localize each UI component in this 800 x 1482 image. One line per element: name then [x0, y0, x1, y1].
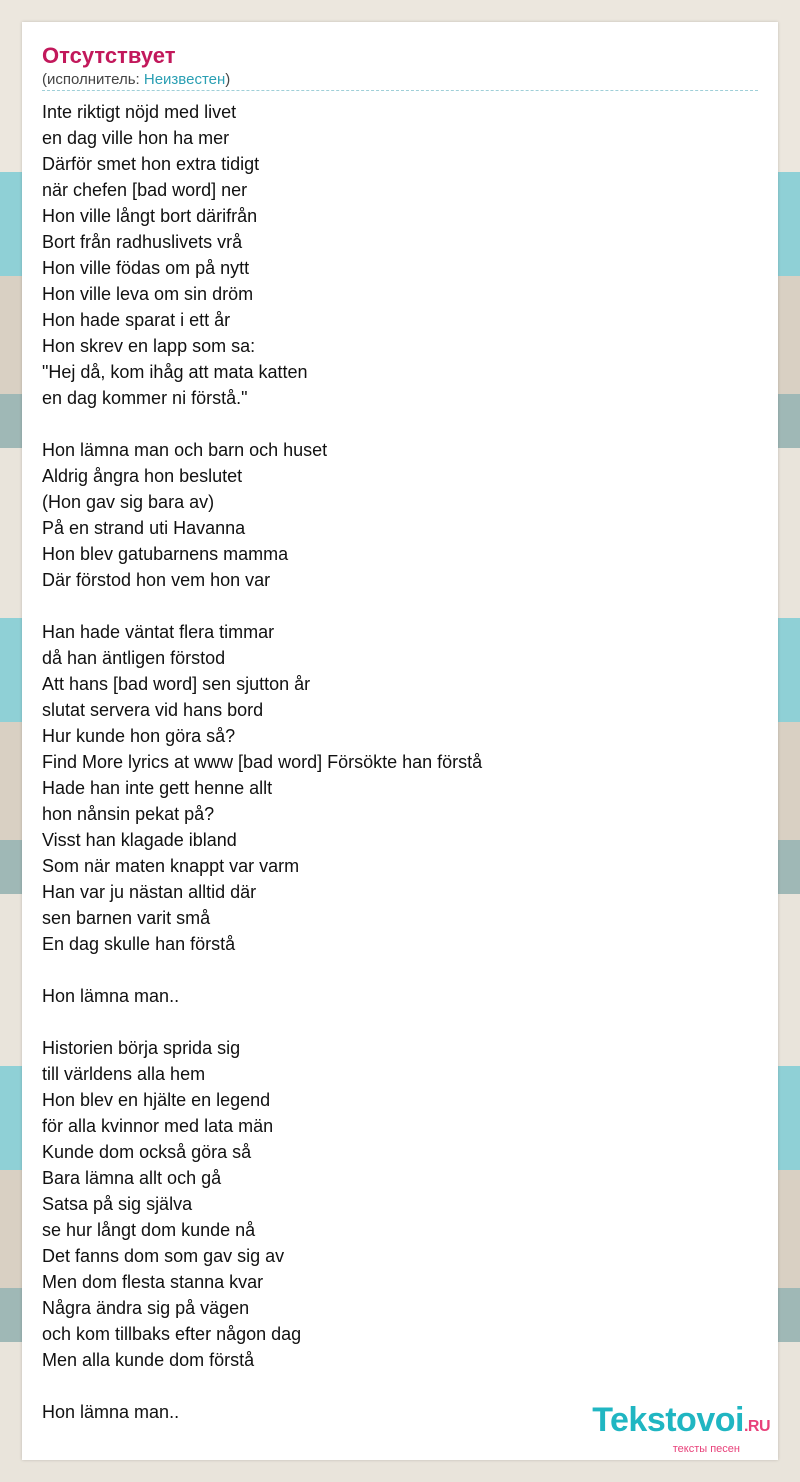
artist-line: [42, 70, 758, 90]
lyric-line: Hon ville födas om på nytt: [42, 258, 250, 278]
lyric-line: se hur långt dom kunde nå: [42, 1220, 256, 1240]
lyric-line: Hon lämna man..: [42, 1402, 180, 1422]
lyric-line: Han var ju nästan alltid där: [42, 882, 257, 902]
lyric-line: Kunde dom också göra så: [42, 1142, 252, 1162]
lyric-line: Men alla kunde dom förstå: [42, 1350, 255, 1370]
logo-tld: .RU: [743, 1418, 770, 1435]
lyrics-card: [22, 22, 778, 1460]
lyric-line: Bort från radhuslivets vrå: [42, 232, 243, 252]
logo-tagline: тексты песен: [672, 1443, 740, 1455]
lyric-line: Det fanns dom som gav sig av: [42, 1246, 285, 1266]
lyric-line: Men dom flesta stanna kvar: [42, 1272, 264, 1292]
lyric-line: sen barnen varit små: [42, 908, 211, 928]
lyric-line: Visst han klagade ibland: [42, 830, 237, 850]
lyric-line: Några ändra sig på vägen: [42, 1298, 250, 1318]
lyric-line: en dag kommer ni förstå.": [42, 388, 248, 408]
lyric-line: Att hans [bad word] sen sjutton år: [42, 674, 311, 694]
lyric-blank-line: [42, 1373, 758, 1399]
title-divider: [42, 90, 758, 91]
lyric-line: Hon blev en hjälte en legend: [42, 1090, 271, 1110]
lyric-line: På en strand uti Havanna: [42, 518, 246, 538]
lyric-line: Hon ville leva om sin dröm: [42, 284, 254, 304]
lyric-line: Hon ville långt bort därifrån: [42, 206, 258, 226]
lyric-line: då han äntligen förstod: [42, 648, 226, 668]
lyric-line: Aldrig ångra hon beslutet: [42, 466, 243, 486]
lyric-line: hon nånsin pekat på?: [42, 804, 215, 824]
artist-suffix: ): [225, 71, 231, 88]
lyric-line: Find More lyrics at www [bad word] Försökte han förstå: [42, 752, 483, 772]
lyric-blank-line: [42, 957, 758, 983]
lyric-line: Därför smet hon extra tidigt: [42, 154, 260, 174]
lyric-line: Hade han inte gett henne allt: [42, 778, 273, 798]
lyric-line: Hon lämna man..: [42, 986, 180, 1006]
lyric-line: Bara lämna allt och gå: [42, 1168, 222, 1188]
lyric-line: "Hej då, kom ihåg att mata katten: [42, 362, 308, 382]
lyric-line: Hon skrev en lapp som sa:: [42, 336, 256, 356]
lyric-line: (Hon gav sig bara av): [42, 492, 215, 512]
logo-name: Tekstovoi: [592, 1401, 744, 1439]
lyric-line: slutat servera vid hans bord: [42, 700, 264, 720]
lyric-line: till världens alla hem: [42, 1064, 206, 1084]
lyric-line: för alla kvinnor med lata män: [42, 1116, 274, 1136]
lyric-blank-line: [42, 411, 758, 437]
lyric-line: Där förstod hon vem hon var: [42, 570, 271, 590]
lyric-line: Han hade väntat flera timmar: [42, 622, 275, 642]
site-logo[interactable]: [592, 1403, 770, 1455]
lyric-line: Hon lämna man och barn och huset: [42, 440, 328, 460]
lyric-line: Inte riktigt nöjd med livet: [42, 102, 237, 122]
artist-link[interactable]: Неизвестен: [143, 71, 226, 88]
lyric-line: en dag ville hon ha mer: [42, 128, 230, 148]
lyric-line: En dag skulle han förstå: [42, 934, 236, 954]
lyric-line: Hur kunde hon göra så?: [42, 726, 236, 746]
lyric-blank-line: [42, 593, 758, 619]
lyric-line: Hon hade sparat i ett år: [42, 310, 231, 330]
lyric-line: Hon blev gatubarnens mamma: [42, 544, 289, 564]
artist-prefix: (исполнитель:: [42, 71, 144, 88]
lyric-line: när chefen [bad word] ner: [42, 180, 248, 200]
lyric-line: Som när maten knappt var varm: [42, 856, 300, 876]
lyric-blank-line: [42, 1009, 758, 1035]
lyric-line: Historien börja sprida sig: [42, 1038, 241, 1058]
lyric-line: Satsa på sig själva: [42, 1194, 193, 1214]
lyric-line: och kom tillbaks efter någon dag: [42, 1324, 302, 1344]
song-title: Отсутствует: [42, 43, 176, 68]
lyrics-text: [42, 99, 758, 1425]
